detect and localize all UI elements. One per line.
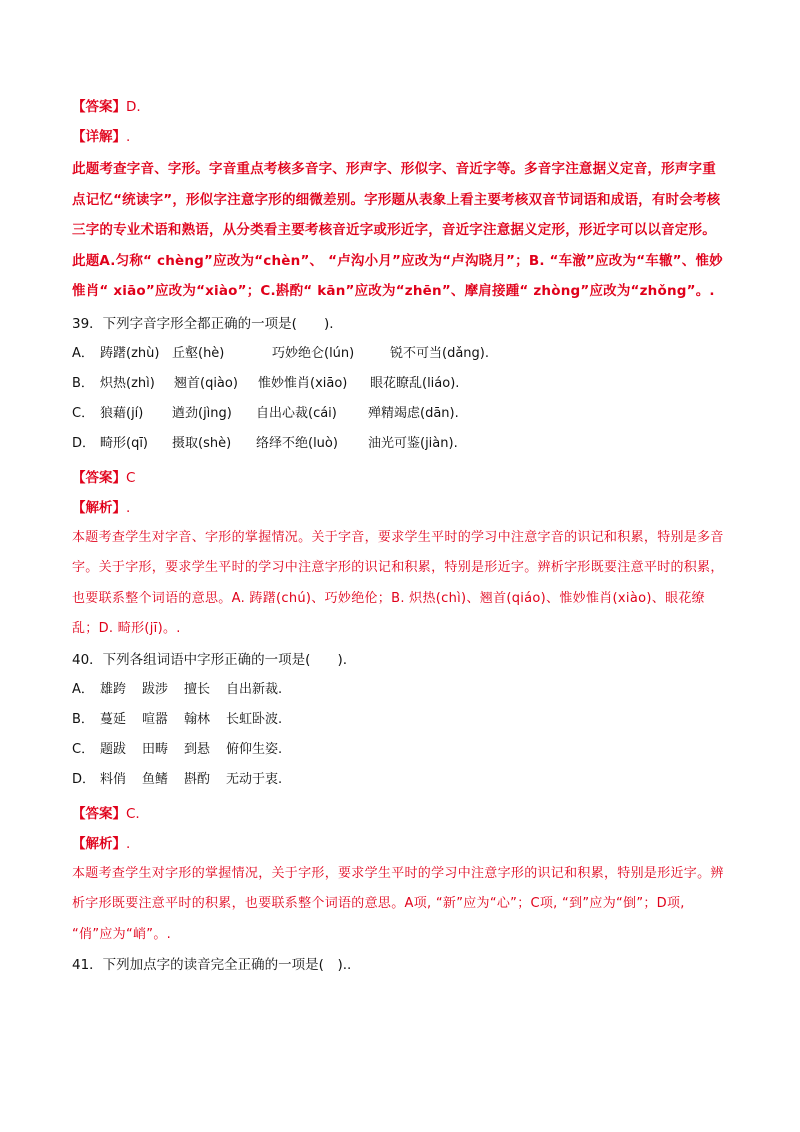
option-item: 无动于衷. (226, 771, 283, 787)
option-item: 喧嚣 (142, 711, 169, 727)
detail-label: 【详解】 (72, 129, 126, 145)
option-item: 跋涉 (142, 681, 169, 697)
option-item: 惟妙惟肖(xiāo) (258, 375, 348, 391)
analysis-value: . (126, 499, 131, 516)
question-40-option-c (72, 735, 728, 765)
option-label: B． (72, 711, 94, 727)
detail-value: . (126, 129, 131, 145)
option-label: A． (72, 681, 94, 697)
option-label: C． (72, 405, 95, 421)
option-item: 田畴 (142, 741, 169, 757)
analysis-label: 【解析】 (72, 499, 126, 516)
answer-value: C. (126, 805, 140, 822)
option-item: 翰林 (184, 711, 211, 727)
option-label: C． (72, 741, 95, 757)
answer-value: D. (126, 99, 141, 115)
question-40-option-d (72, 765, 728, 795)
question-41-stem: 41．下列加点字的读音完全正确的一项是( ).. (72, 957, 352, 973)
question-39-option-b (72, 369, 728, 399)
option-item: 翘首(qiào) (174, 375, 238, 391)
option-item: 题跋 (100, 741, 127, 757)
document-page (72, 92, 728, 980)
answer-39 (72, 463, 728, 493)
analysis-40 (72, 829, 728, 859)
explanation-38: 此题考查字音、字形。字音重点考核多音字、形声字、形似字、音近字等。多音字注意据义定音，形声字重点记忆“统读字”，形似字注意字形的细微差别。字形题从表象上看主要考核双音节词语和成语，有时会考核三字的专业术语和熟语，从分类看主要考核音近字或形近字，音近字注意据义定形，形近字可以以音定形。此题A.匀称“ chèng”应改为“chèn”、 “卢沟小月”应改为“卢沟晓月”；B. “车澈”应改为“车辙”、惟妙惟肖“ xiāo”应改为“xiào”；C.斟酌“ kān”应改为“zhēn”、摩肩接踵“ zhòng”应改为“zhǒng”。. (72, 161, 723, 299)
question-40-option-a (72, 675, 728, 705)
option-item: 到悬 (184, 741, 211, 757)
question-39-option-d (72, 429, 728, 459)
answer-40 (72, 799, 728, 829)
option-item: 蔓延 (100, 711, 127, 727)
option-label: D． (72, 435, 96, 451)
explanation-40: 本题考查学生对字形的掌握情况，关于字形，要求学生平时的学习中注意字形的识记和积累，特别是形近字。辨析字形既要注意平时的积累，也要联系整个词语的意思。A项, “新”应为“心”；C项, “到”应为“倒”；D项, “俏”应为“峭”。. (72, 865, 724, 942)
option-item: 自出心裁(cái) (256, 405, 337, 421)
analysis-label: 【解析】 (72, 835, 126, 852)
option-item: 眼花瞭乱(liáo). (370, 375, 460, 391)
option-item: 斟酌 (184, 771, 211, 787)
option-item: 锐不可当(dǎng). (390, 345, 489, 361)
question-39-option-c (72, 399, 728, 429)
answer-value: C (126, 469, 136, 486)
analysis-value: . (126, 835, 131, 852)
option-item: 料俏 (100, 771, 127, 787)
question-39-option-a (72, 339, 728, 369)
answer-label: 【答案】 (72, 99, 126, 115)
option-item: 狼藉(jí) (100, 405, 144, 421)
explanation-39: 本题考查学生对字音、字形的掌握情况。关于字音，要求学生平时的学习中注意字音的识记和积累，特别是多音字。关于字形，要求学生平时的学习中注意字形的识记和积累，特别是形近字。辨析字形既要注意平时的积累，也要联系整个词语的意思。A. 踌躇(chú)、巧妙绝伦；B. 炽热(chì)、翘首(qiáo)、惟妙惟肖(xiào)、眼花缭乱；D. 畸形(jī)。. (72, 529, 724, 636)
answer-label: 【答案】 (72, 805, 126, 822)
option-item: 遒劲(jìng) (172, 405, 232, 421)
option-label: D． (72, 771, 96, 787)
question-40-stem: 40．下列各组词语中字形正确的一项是( ). (72, 651, 348, 668)
option-item: 踌躇(zhù) (100, 345, 160, 361)
option-item: 自出新裁. (226, 681, 283, 697)
option-item: 俯仰生姿. (226, 741, 283, 757)
option-item: 油光可鉴(jiàn). (368, 435, 458, 451)
option-item: 长虹卧波. (226, 711, 283, 727)
option-item: 丘壑(hè) (172, 345, 225, 361)
detail-38 (72, 122, 728, 152)
answer-38 (72, 92, 728, 122)
option-label: B． (72, 375, 94, 391)
answer-label: 【答案】 (72, 469, 126, 486)
option-label: A． (72, 345, 94, 361)
option-item: 络绎不绝(luò) (256, 435, 338, 451)
option-item: 炽热(zhì) (100, 375, 155, 391)
option-item: 殚精竭虑(dān). (368, 405, 459, 421)
option-item: 摄取(shè) (172, 435, 232, 451)
question-40-option-b (72, 705, 728, 735)
option-item: 畸形(qī) (100, 435, 149, 451)
analysis-39 (72, 493, 728, 523)
option-item: 鱼鳍 (142, 771, 169, 787)
option-item: 巧妙绝仑(lún) (272, 345, 355, 361)
question-39-stem: 39．下列字音字形全都正确的一项是( ). (72, 315, 334, 332)
option-item: 擅长 (184, 681, 211, 697)
option-item: 雄跨 (100, 681, 127, 697)
